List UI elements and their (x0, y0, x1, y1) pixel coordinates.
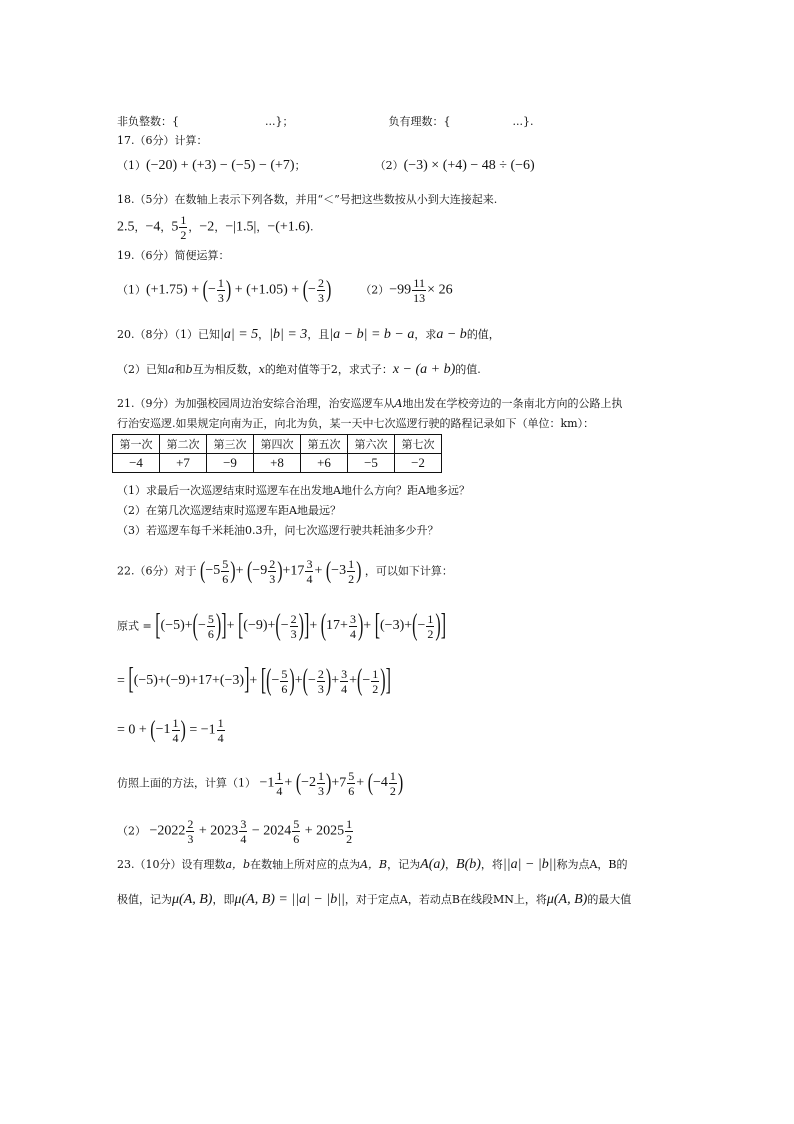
q18-end: . (309, 220, 314, 234)
q22-result (117, 717, 226, 744)
q20-ask-expr: a − b (436, 327, 467, 342)
den: 3 (317, 291, 324, 305)
q23-line1: 23.（10分）设有理数a，b在数轴上所对应的点为A，B，记为A(a)，B(b)，将||a| − |b||称为点A，B的 (117, 857, 628, 872)
q22-title-line: 22.（6分）对于 ( −5 5 6 ) + ( −9 2 3 ) +17 $\frac{3}{4}$ + ( −3 1 2 ) ，可以如下计算： (117, 557, 453, 586)
q23-absdiff: ||a| − |b|| (502, 857, 557, 872)
table-cell: +8 (254, 454, 301, 473)
term: ( −2 1 3 ) (295, 769, 332, 798)
table-cell: −9 (207, 454, 254, 473)
q21-l1-rest: 地出发在学校旁边的一条南北方向的公路上执 (402, 397, 623, 410)
nonneg-int-label: 非负整数：{ (117, 115, 179, 128)
table-cell: −5 (348, 454, 395, 473)
q20-line2 (117, 362, 481, 379)
q18-n3-fraction (179, 214, 187, 241)
q22-orig: 原式 = (117, 619, 152, 633)
table-cell: +7 (160, 454, 207, 473)
table-row (113, 454, 442, 473)
q20-end: 的值. (455, 363, 481, 376)
q22-p2-d: + 2025 (304, 823, 345, 839)
q17-p1-label: （1） (117, 159, 146, 172)
table-header: 第七次 (395, 435, 442, 454)
table-cell: +6 (301, 454, 348, 473)
q17-title: 17.（6分）计算： (117, 134, 208, 147)
q21-sub3: （3）若巡逻车每千米耗油0.3升，问七次巡逻行驶共耗油多少升？ (117, 524, 439, 537)
q20-l1a: 20.（8分）（1）已知 (117, 328, 220, 341)
table-cell: −2 (395, 454, 442, 473)
q20-ask-end: 的值， (466, 328, 500, 341)
q20-x: x (258, 363, 265, 376)
q23-Aa: A(a) (420, 857, 446, 872)
q23-mu: μ(A, B) (546, 892, 588, 907)
q23-AB: A，B (360, 858, 388, 871)
den: 13 (413, 291, 426, 305)
q19-p2-fraction (412, 277, 426, 304)
fr: $\frac{3}{4}$ (306, 557, 313, 586)
neg-rational-label: 负有理数：{ (388, 115, 451, 128)
q22-result-eq: = −1 (189, 722, 216, 738)
q23-l2c: ，对于定点A，若动点B在线段MN上，将 (344, 893, 547, 906)
q22-p2-a: −2022 (149, 823, 186, 839)
q22-imitate: 仿照上面的方法，计算（1） −1 $\frac{1}{4}$ + ( −2 1 3 ) +7 $\frac{5}{6}$ + ( −4 1 2 ) (117, 769, 404, 798)
q20-ask: ，求 (414, 328, 437, 341)
q23-l1d: ，将 (480, 858, 503, 871)
q19-p1-label: （1） (117, 283, 146, 297)
q22-title: 22.（6分）对于 (117, 564, 197, 578)
q19-p2-label: （2） (360, 283, 390, 297)
q19-paren-2: ( − $\frac{2}{3}$ ) (302, 276, 332, 305)
q20-opp: 互为相反数， (192, 363, 259, 376)
q23-line2 (117, 892, 631, 909)
neg-rational-tail: ...}. (512, 115, 534, 128)
q21-line2: 行治安巡逻.如果规定向南为正，向北为负，某一天中七次巡逻行驶的路程记录如下（单位：km）： (117, 417, 595, 430)
q18-n3-whole: 5 (171, 219, 179, 235)
q18-sep: ， (134, 220, 146, 234)
q20-and: ，且 (307, 328, 330, 341)
q19-t3: + (+1.05) + (234, 282, 300, 298)
table-header: 第三次 (207, 435, 254, 454)
q18-n1: 2.5 (117, 219, 135, 235)
q23-ab: a，b (225, 858, 251, 871)
q22-p2-c: − 2024 (251, 823, 292, 839)
q20-and-b: 和 (174, 363, 186, 376)
q18-sep: ， (256, 220, 268, 234)
q19-t1: (+1.75) + (146, 282, 200, 298)
q19-parts (117, 277, 453, 304)
q20-abs-b: |b| = 3 (269, 327, 308, 342)
q19-p2-tail: × 26 (427, 282, 453, 298)
q22-part2 (117, 818, 354, 845)
q23-l1a: 23.（10分）设有理数 (117, 858, 226, 871)
q21-l1: 21.（9分）为加强校园周边治安综合治理，治安巡逻车从 (117, 397, 395, 410)
q20-l2a: （2）已知 (117, 363, 168, 376)
q21-sub2: （2）在第几次巡逻结束时巡逻车距A地最远？ (117, 504, 341, 517)
q18-numbers (117, 214, 313, 241)
q18-sep: ， (188, 220, 200, 234)
q23-l1e: 称为点A，B的 (556, 858, 628, 871)
q19-paren-1: ( − $\frac{1}{3}$ ) (202, 276, 232, 305)
q22-p2-b: + 2023 (198, 823, 239, 839)
fr: $\frac{5}{6}$ (293, 817, 300, 846)
term: ( −4 1 2 ) (367, 769, 404, 798)
q22-step1: 原式 = [ (−5)+ ( − $\frac{5}{6}$ ) ] + [ (−9)+ ( − $\frac{2}{3}$ ) ] + ( 17+ $\frac{3}{4}$ ) + [ (−3)+ ( − $\frac{1}{2}$ ) ] (117, 609, 447, 642)
q20-cond: |a − b| = b − a (329, 327, 415, 342)
q18-sep: ， (160, 220, 172, 234)
den: 2 (180, 228, 187, 242)
term: [ ( − $\frac{5}{6}$ ) + ( − $\frac{2}{3}$ ) + $\frac{3}{4}$ + ( − $\frac{1}{2}$ ) ] (260, 664, 391, 697)
q20-expr: x − (a + b) (392, 362, 456, 377)
patrol-record-table (112, 434, 442, 473)
q21-line1 (117, 397, 622, 410)
q23-mu-def: μ(A, B) = ||a| − |b|| (234, 892, 345, 907)
nonneg-int-tail: ...}； (265, 115, 294, 128)
q17-parts (117, 158, 535, 175)
q18-n2: −4 (145, 219, 161, 235)
term: ( 17+ $\frac{3}{4}$ ) (320, 609, 364, 642)
term: [ (−5)+ ( − $\frac{5}{6}$ ) ] (155, 609, 227, 642)
q18-title: 18.（5分）在数轴上表示下列各数，并用“＜”号把这些数按从小到大连接起来. (117, 193, 498, 206)
den: 3 (217, 291, 224, 305)
q23-l2b: ，即 (212, 893, 235, 906)
fr: $\frac{2}{3}$ (187, 817, 194, 846)
term: ( −5 5 6 ) (200, 557, 236, 586)
q17-p2-expr: (−3) × (+4) − 48 ÷ (−6) (403, 158, 535, 173)
q18-sep: ， (214, 220, 226, 234)
fr: $\frac{1}{4}$ (217, 716, 224, 745)
num: 1 (180, 213, 187, 227)
table-header: 第六次 (348, 435, 395, 454)
term: ( −9 2 3 ) (246, 557, 283, 586)
term: [ (−9)+ ( − $\frac{2}{3}$ ) ] (237, 609, 310, 642)
term: ( −3 1 2 ) (325, 557, 362, 586)
term: [ (−5)+(−9)+17+(−3) ] (128, 664, 250, 697)
fr: $\frac{1}{2}$ (346, 817, 353, 846)
table-header: 第四次 (254, 435, 301, 454)
table-header: 第五次 (301, 435, 348, 454)
term: [ (−3)+ ( − $\frac{1}{2}$ ) ] (374, 609, 447, 642)
num: 11 (413, 276, 425, 290)
table-cell: −4 (113, 454, 160, 473)
q17-p1-expr: (−20) + (+3) − (−5) − (+7) (146, 158, 295, 173)
q21-sub1: （1）求最后一次巡逻结束时巡逻车在出发地A地什么方向？距A地多远？ (117, 484, 470, 497)
q20-a: a (168, 363, 175, 376)
q18-n5: −|1.5| (225, 219, 257, 235)
q22-p2-label: （2） (117, 824, 146, 838)
q23-mu: μ(A, B) (172, 892, 213, 907)
q19-title: 19.（6分）简便运算： (117, 249, 230, 262)
q19-p2-whole: −99 (389, 282, 412, 298)
q20-abs-x: 的绝对值等于2，求式子： (264, 363, 393, 376)
q22-result-line: = 0 + (117, 722, 147, 738)
q17-p2-label: （2） (374, 159, 404, 172)
table-header-row (113, 435, 442, 454)
q23-Bb: B(b) (456, 857, 481, 872)
term: ( −1 1 4 ) (150, 716, 186, 745)
q22-tail: ，可以如下计算： (364, 564, 453, 578)
q18-n4: −2 (199, 219, 215, 235)
num: 2 (317, 276, 324, 290)
q21-A: A (394, 397, 403, 410)
num: 1 (217, 276, 224, 290)
table-header: 第二次 (160, 435, 207, 454)
answer-set-line (117, 115, 534, 128)
q20-line1: 20.（8分）（1）已知|a| = 5，|b| = 3，且|a − b| = b − a，求a − b的值， (117, 327, 500, 342)
fr: $\frac{3}{4}$ (240, 817, 247, 846)
q23-l2d: 的最大值 (587, 893, 632, 906)
table-header: 第一次 (113, 435, 160, 454)
fr: $\frac{1}{4}$ (276, 769, 283, 798)
q23-l1b: 在数轴上所对应的点为 (250, 858, 361, 871)
q23-l2a: 极值，记为 (117, 893, 172, 906)
q17-p1-end: ； (294, 159, 306, 172)
q20-b: b (185, 363, 193, 376)
q22-step2: = [ (−5)+(−9)+17+(−3) ] + [ ( − $\frac{5}{6}$ ) + ( − $\frac{2}{3}$ ) + $\frac{3}{4}$ + ( − $\frac{1}{2}$ ) ] (117, 664, 391, 697)
q23-l1c: ，记为 (387, 858, 421, 871)
fr: $\frac{5}{6}$ (348, 769, 355, 798)
q22-imitate-text: 仿照上面的方法，计算（1） (117, 776, 256, 790)
q20-abs-a: |a| = 5 (220, 327, 259, 342)
q18-n6: −(+1.6) (267, 219, 310, 235)
